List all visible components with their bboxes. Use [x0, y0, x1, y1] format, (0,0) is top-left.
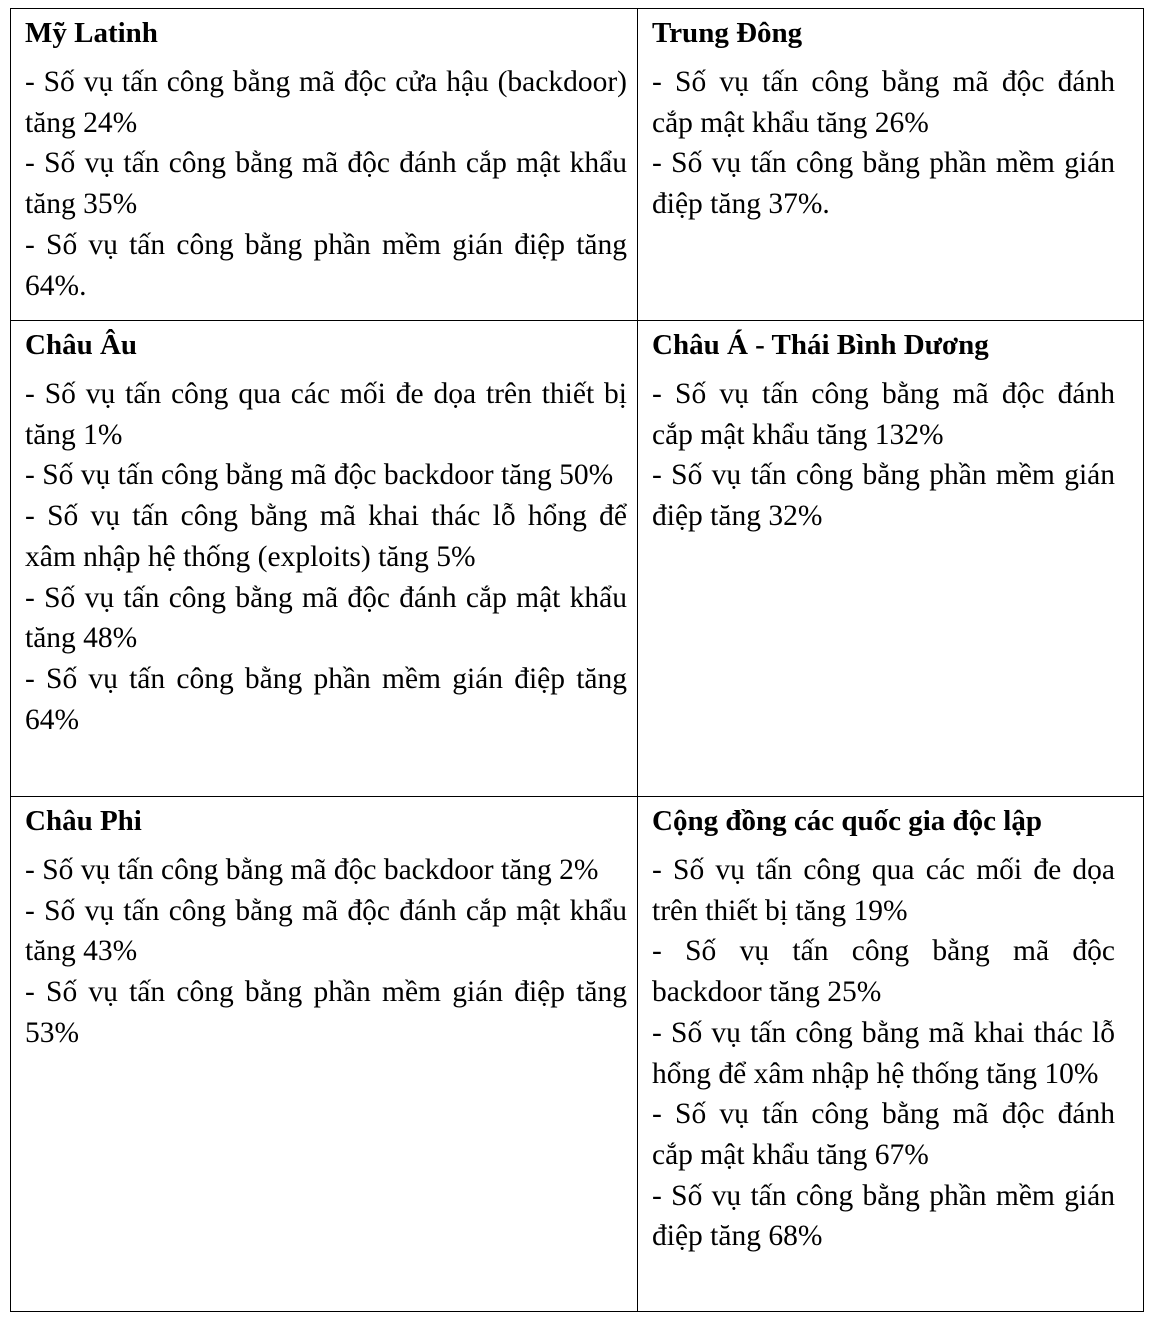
stat-line: - Số vụ tấn công bằng phần mềm gián điệp tăng 68%: [652, 1179, 1115, 1253]
stat-line: - Số vụ tấn công bằng phần mềm gián điệp tăng 64%.: [25, 228, 627, 302]
stat-line: - Số vụ tấn công bằng mã độc backdoor tăng 2%: [25, 854, 599, 886]
cell-cis: [638, 797, 1144, 1312]
stat-line: - Số vụ tấn công bằng phần mềm gián điệp tăng 37%.: [652, 147, 1115, 221]
stat-line: - Số vụ tấn công qua các mối đe dọa trên thiết bị tăng 19%: [652, 854, 1115, 927]
stat-line: - Số vụ tấn công bằng phần mềm gián điệp tăng 64%: [25, 662, 627, 736]
stat-line: - Số vụ tấn công bằng mã khai thác lỗ hổng để xâm nhập hệ thống tăng 10%: [652, 1016, 1115, 1090]
stat-line: - Số vụ tấn công bằng phần mềm gián điệp tăng 32%: [652, 459, 1115, 533]
cell-latin-america: [11, 9, 638, 321]
region-title: Trung Đông: [652, 17, 803, 49]
stat-line: - Số vụ tấn công bằng mã độc cửa hậu (backdoor) tăng 24%: [25, 66, 627, 139]
region-title: Châu Âu: [25, 329, 138, 361]
cell-middle-east: [638, 9, 1144, 321]
stat-line: - Số vụ tấn công bằng mã độc đánh cắp mật khẩu tăng 48%: [25, 581, 627, 655]
region-title: Châu Á - Thái Bình Dương: [652, 329, 989, 361]
stat-line: - Số vụ tấn công qua các mối đe dọa trên thiết bị tăng 1%: [25, 378, 627, 451]
stat-line: - Số vụ tấn công bằng mã khai thác lỗ hổng để xâm nhập hệ thống (exploits) tăng 5%: [25, 500, 627, 573]
table-row: [11, 9, 1144, 321]
region-title: Cộng đồng các quốc gia độc lập: [652, 805, 1042, 837]
stat-line: - Số vụ tấn công bằng mã độc backdoor tăng 25%: [652, 935, 1115, 1009]
stat-line: - Số vụ tấn công bằng phần mềm gián điệp tăng 53%: [25, 976, 627, 1049]
cell-asia-pacific: [638, 321, 1144, 797]
stat-line: - Số vụ tấn công bằng mã độc đánh cắp mật khẩu tăng 43%: [25, 894, 627, 968]
stat-line: - Số vụ tấn công bằng mã độc backdoor tăng 50%: [25, 459, 614, 492]
cell-africa: [11, 797, 638, 1312]
stat-line: - Số vụ tấn công bằng mã độc đánh cắp mật khẩu tăng 132%: [652, 378, 1115, 451]
stat-line: - Số vụ tấn công bằng mã độc đánh cắp mật khẩu tăng 35%: [25, 147, 627, 221]
region-table: [10, 8, 1144, 1312]
table-row: [11, 797, 1144, 1312]
table-row: [11, 321, 1144, 797]
cell-europe: [11, 321, 638, 797]
region-title: Mỹ Latinh: [25, 17, 158, 49]
region-title: Châu Phi: [25, 805, 142, 837]
stat-line: - Số vụ tấn công bằng mã độc đánh cắp mật khẩu tăng 67%: [652, 1098, 1115, 1171]
stat-line: - Số vụ tấn công bằng mã độc đánh cắp mật khẩu tăng 26%: [652, 66, 1115, 139]
